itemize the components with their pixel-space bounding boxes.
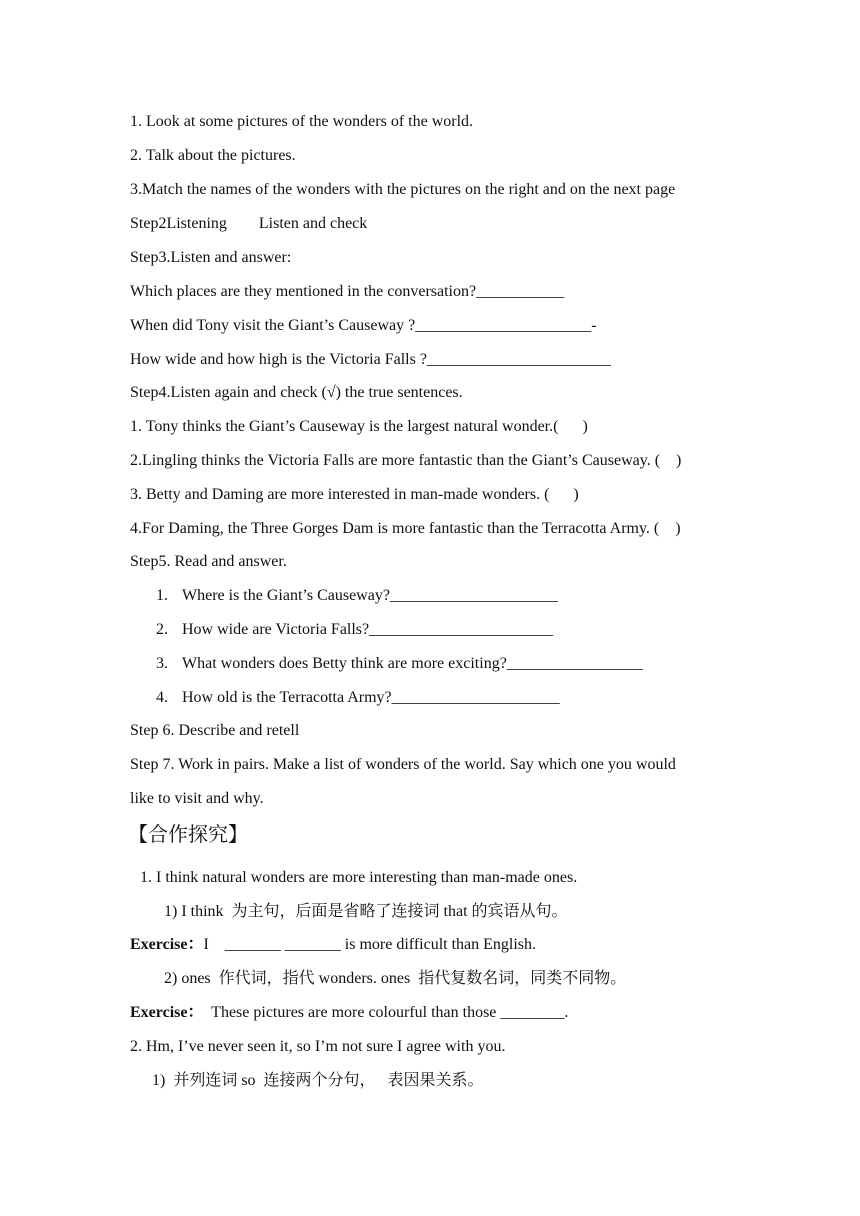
point-1-note-1: 1) I think 为主句，后面是省略了连接词 that 的宾语从句。: [164, 903, 568, 920]
step6-line: Step 6. Describe and retell: [130, 722, 300, 739]
step7-line-1: Step 7. Work in pairs. Make a list of wonders of the world. Say which one you would: [130, 756, 676, 773]
exercise-text: I _______ _______ is more difficult than English.: [203, 936, 537, 953]
point-2-note-1: 1) 并列连词 so 连接两个分句， 表因果关系。: [152, 1072, 484, 1089]
section-heading: 【合作探究】: [128, 824, 248, 846]
read-question-number: 2.: [156, 621, 168, 638]
true-false-3: 3. Betty and Daming are more interested in man-made wonders. ( ): [130, 486, 579, 503]
point-1-note-2: 2) ones 作代词，指代 wonders. ones 指代复数名词，同类不同物。: [164, 970, 627, 987]
true-false-1: 1. Tony thinks the Giant’s Causeway is the largest natural wonder.( ): [130, 418, 588, 435]
point-1: 1. I think natural wonders are more interesting than man-made ones.: [140, 869, 578, 886]
read-question-number: 3.: [156, 655, 168, 672]
question-places: Which places are they mentioned in the conversation?___________: [130, 283, 565, 300]
instruction-1: 1. Look at some pictures of the wonders of the world.: [130, 113, 474, 130]
true-false-4: 4.For Daming, the Three Gorges Dam is more fantastic than the Terracotta Army. ( ): [130, 520, 681, 537]
question-when-visit: When did Tony visit the Giant’s Causeway ?______________________-: [130, 317, 597, 334]
true-false-2: 2.Lingling thinks the Victoria Falls are more fantastic than the Giant’s Causeway. ( ): [130, 452, 682, 469]
point-2: 2. Hm, I’ve never seen it, so I’m not sure I agree with you.: [130, 1038, 506, 1055]
exercise-label: Exercise：: [130, 936, 204, 953]
exercise-2: [130, 1003, 568, 1023]
read-question-number: 4.: [156, 689, 168, 706]
instruction-2: 2. Talk about the pictures.: [130, 147, 296, 164]
exercise-label: Exercise：: [130, 1004, 204, 1021]
read-question-text: How wide are Victoria Falls?_______________________: [182, 621, 554, 638]
exercise-text: These pictures are more colourful than those ________.: [203, 1004, 569, 1021]
exercise-1: [130, 935, 536, 955]
read-question-text: Where is the Giant’s Causeway?_____________________: [182, 587, 558, 604]
read-question-text: What wonders does Betty think are more exciting?_________________: [182, 655, 643, 672]
read-question-number: 1.: [156, 587, 168, 604]
instruction-3: 3.Match the names of the wonders with the pictures on the right and on the next page: [130, 181, 676, 198]
step2-line: Step2Listening Listen and check: [130, 215, 368, 232]
question-wide-high: How wide and how high is the Victoria Falls ?_______________________: [130, 351, 611, 368]
step7-line-2: like to visit and why.: [130, 790, 264, 807]
step4-line: Step4.Listen again and check (√) the true sentences.: [130, 384, 463, 401]
step3-line: Step3.Listen and answer:: [130, 249, 292, 266]
step5-line: Step5. Read and answer.: [130, 553, 287, 570]
read-question-text: How old is the Terracotta Army?_____________________: [182, 689, 560, 706]
